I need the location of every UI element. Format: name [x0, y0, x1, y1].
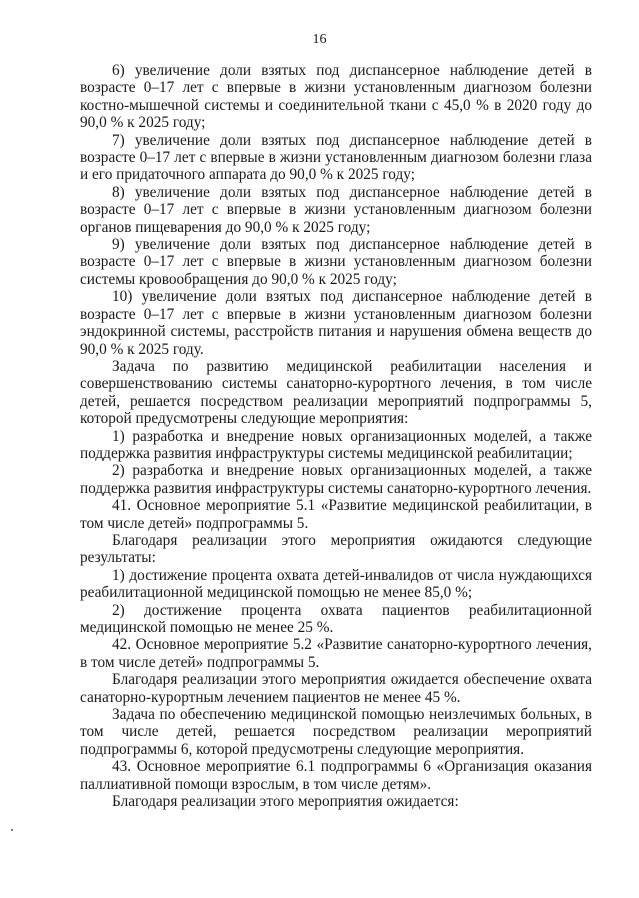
paragraph-task-palliative: Задача по обеспечению медицинской помощью неизлечимых больных, в том числе детей, решается посредством реализации мероприятий подпрограммы 6, которой предусмотрены следующие мероприятия. [80, 706, 592, 758]
paragraph-item-9: 9) увеличение доли взятых под диспансерное наблюдение детей в возрасте 0–17 лет с впервые в жизни установленным диагнозом болезни системы кровообращения до 90,0 % к 2025 году; [80, 236, 592, 288]
paragraph-expected-coverage: Благодаря реализации этого мероприятия ожидается обеспечение охвата санаторно-курортным лечением пациентов не менее 45 %. [80, 671, 592, 706]
paragraph-main-measure-42: 42. Основное мероприятие 5.2 «Развитие санаторно-курортного лечения, в том числе детей» подпрограммы 5. [80, 636, 592, 671]
paragraph-result-1: 1) достижение процента охвата детей-инвалидов от числа нуждающихся реабилитационной медицинской помощью не менее 85,0 %; [80, 566, 592, 602]
paragraph-task-rehabilitation: Задача по развитию медицинской реабилитации населения и совершенствованию системы санаторно-курортного лечения, в том числе детей, решается посредством реализации мероприятий подпрограммы 5, которой предусмотрены следующие мероприятия: [80, 357, 592, 428]
paragraph-result-2: 2) достижение процента охвата пациентов реабилитационной медицинской помощью не менее 25 %. [80, 601, 592, 636]
paragraph-item-10: 10) увеличение доли взятых под диспансерное наблюдение детей в возрасте 0–17 лет с впервые в жизни установленным диагнозом болезни эндокринной системы, расстройств питания и нарушения обмена веществ до 90,0 % к 2025 году. [80, 288, 592, 358]
paragraph-expected-final: Благодаря реализации этого мероприятия ожидается: [112, 793, 459, 811]
paragraph-expected-results: Благодаря реализации этого мероприятия ожидаются следующие результаты: [80, 531, 592, 567]
scan-speck [11, 829, 13, 831]
paragraph-item-8: 8) увеличение доли взятых под диспансерное наблюдение детей в возрасте 0–17 лет с впервые в жизни установленным диагнозом болезни органов пищеварения до 90,0 % к 2025 году; [80, 183, 592, 236]
paragraph-main-measure-41: 41. Основное мероприятие 5.1 «Развитие медицинской реабилитации, в том числе детей» подпрограммы 5. [80, 497, 592, 532]
paragraph-main-measure-43: 43. Основное мероприятие 6.1 подпрограммы 6 «Организация оказания паллиативной помощи взрослым, в том числе детям». [80, 758, 592, 793]
paragraph-item-6: 6) увеличение доли взятых под диспансерное наблюдение детей в возрасте 0–17 лет с впервые в жизни установленным диагнозом болезни костно-мышечной системы и соединительной ткани с 45,0 % в 2020 году до 90,0 % к 2025 году; [80, 62, 592, 132]
document-body [80, 62, 592, 810]
page-number: 16 [312, 32, 327, 47]
paragraph-measure-2: 2) разработка и внедрение новых организационных моделей, а также поддержка развития инфраструктуры системы санаторно-курортного лечения. [80, 462, 592, 497]
paragraph-item-7: 7) увеличение доли взятых под диспансерное наблюдение детей в возрасте 0–17 лет с впервые в жизни установленным диагнозом болезни глаза и его придаточного аппарата до 90,0 % к 2025 году; [80, 131, 592, 184]
paragraph-measure-1: 1) разработка и внедрение новых организационных моделей, а также поддержка развития инфраструктуры системы медицинской реабилитации; [80, 427, 592, 462]
